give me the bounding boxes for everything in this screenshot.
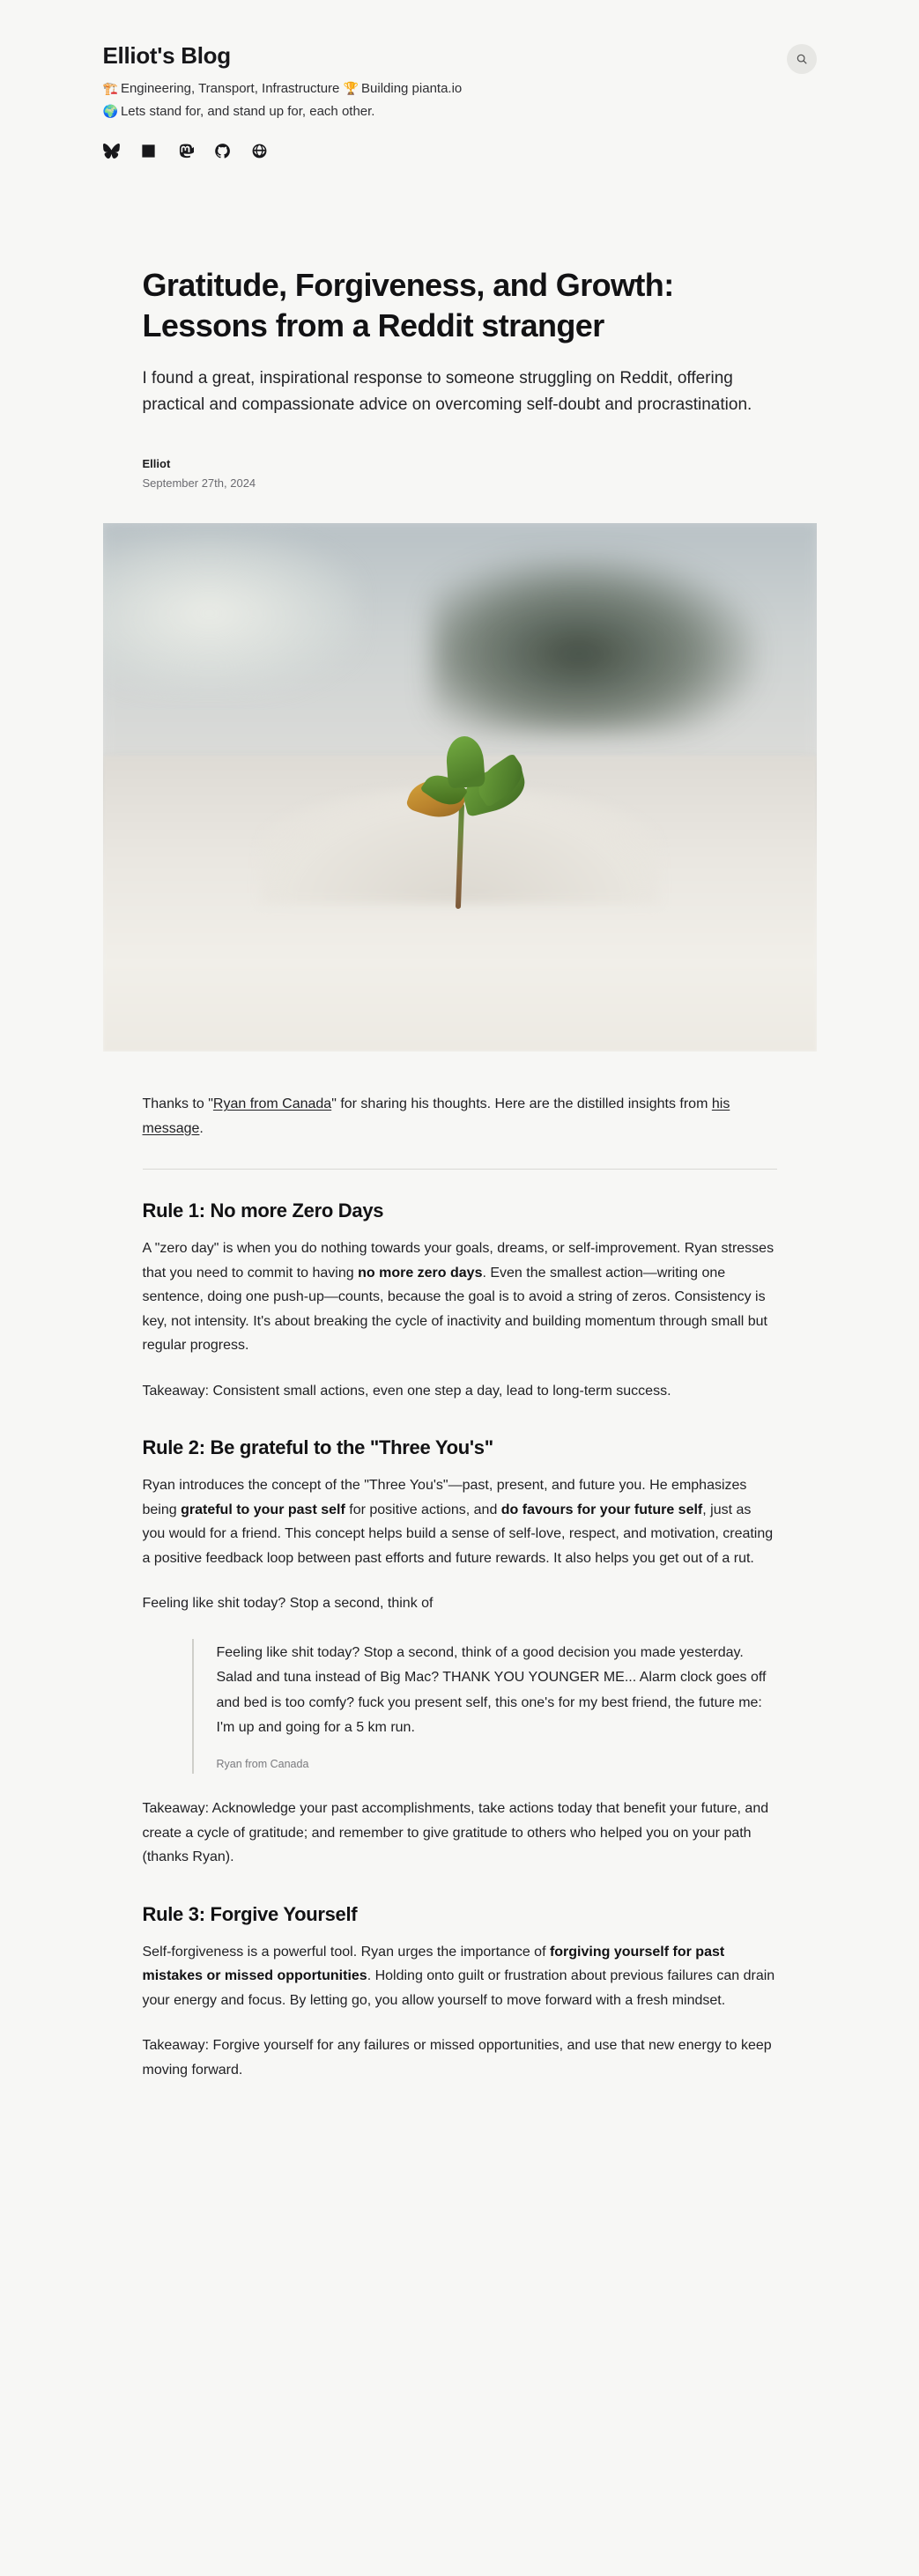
tagline-row-2 (103, 101, 463, 122)
social-links (103, 142, 463, 159)
heading-rule-2: Rule 2: Be grateful to the "Three You's" (142, 1436, 493, 1459)
post-subtitle: I found a great, inspirational response to someone struggling on Reddit, offering practical and compassionate advice on overcoming self-doubt and procrastination. (142, 369, 752, 415)
hero-image (103, 523, 817, 1052)
pull-quote-attribution: Ryan from Canada (216, 1757, 309, 1770)
globe-icon[interactable] (251, 142, 269, 159)
heading-rule-1: Rule 1: No more Zero Days (142, 1199, 384, 1222)
globe-emoji-icon: 🌍 (102, 104, 118, 118)
mastodon-icon[interactable] (177, 142, 195, 159)
rule-3-emphasis: forgiving yourself for past mistakes or missed opportunities (142, 1944, 725, 1984)
rule-2-text-c: , just as you would for a friend. This concept helps build a sense of self-love, respect, and motivation, creating a positive feedback loop between past efforts and future rewards. It also helps you get out of a rut. (142, 1502, 774, 1566)
intro-post: . (199, 1120, 204, 1136)
rule-3-takeaway: Takeaway: Forgive yourself for any failures or missed opportunities, and use that new energy to keep moving forward. (142, 2038, 772, 2078)
intro-paragraph (143, 1092, 777, 1140)
section-divider (143, 1169, 777, 1170)
hero-image-wrapper (103, 523, 817, 1052)
search-button[interactable] (787, 44, 817, 74)
intro-mid: " for sharing his thoughts. Here are the distilled insights from (331, 1096, 712, 1112)
post-date: September 27th, 2024 (142, 476, 256, 490)
trophy-emoji-icon: 🏆 (343, 81, 359, 95)
intro-pre: Thanks to " (142, 1096, 213, 1112)
tagline-row-1 (103, 78, 463, 100)
rule-2-takeaway: Takeaway: Acknowledge your past accomplishments, take actions today that benefit your future, and create a cycle of gratitude; and remember to give gratitude to others who helped you on your path (thanks Ryan). (142, 1801, 769, 1865)
tagline-text-1: Engineering, Transport, Infrastructure (120, 81, 340, 96)
rule-1-text-a: A "zero day" is when you do nothing towards your goals, dreams, or self-improvement. Ryan stresses that you need to commit to having (142, 1241, 774, 1281)
page-title: Gratitude, Forgiveness, and Growth: Lessons from a Reddit stranger (142, 267, 674, 344)
github-icon[interactable] (214, 142, 232, 159)
his-message-link[interactable]: his message (142, 1096, 730, 1136)
rule-2-text-a: Ryan introduces the concept of the "Three You's"—past, present, and future you. He emphasizes being (142, 1478, 747, 1517)
post-author: Elliot (142, 457, 171, 471)
tagline-text-2: Lets stand for, and stand up for, each other. (120, 104, 375, 119)
rule-3-text-b: . Holding onto guilt or frustration about previous failures can drain your energy and focus. By letting go, you allow yourself to move forward with a fresh mindset. (142, 1968, 775, 2008)
site-tagline (103, 78, 463, 122)
site-title[interactable]: Elliot's Blog (102, 42, 231, 69)
construction-emoji-icon: 🏗️ (102, 81, 118, 95)
heading-rule-3: Rule 3: Forgive Yourself (142, 1902, 358, 1925)
rule-2-emphasis-2: do favours for your future self (500, 1502, 703, 1517)
rule-2-emphasis-1: grateful to your past self (181, 1502, 345, 1517)
rule-1-takeaway: Takeaway: Consistent small actions, even one step a day, lead to long-term success. (142, 1383, 671, 1399)
seedling-illustration (359, 733, 561, 909)
linkedin-icon[interactable] (140, 142, 158, 159)
brand-block (103, 42, 463, 159)
article (103, 159, 817, 491)
site-header (0, 0, 919, 159)
rule-2-paragraph (143, 1473, 777, 1570)
bluesky-icon[interactable] (103, 142, 121, 159)
byline (143, 455, 777, 491)
pull-quote (192, 1639, 777, 1774)
rule-1-emphasis: no more zero days (358, 1265, 483, 1281)
pull-quote-text: Feeling like shit today? Stop a second, think of a good decision you made yesterday. Salad and tuna instead of Big Mac? THANK YOU YOUNGER ME... Alarm clock goes off and bed is too comfy? fuck you present self, this one's for my best friend, the future me: I'm up and going for a 5 km run. (216, 1644, 767, 1736)
rule-3-text-a: Self-forgiveness is a powerful tool. Ryan urges the importance of (142, 1944, 550, 1960)
rule-2-text-b: for positive actions, and (345, 1502, 501, 1517)
rule-3-paragraph (143, 1940, 777, 2013)
rule-1-paragraph (143, 1236, 777, 1358)
tagline-text-1b: Building pianta.io (361, 81, 463, 96)
article-body (143, 1052, 777, 2174)
ryan-from-canada-link[interactable]: Ryan from Canada (212, 1096, 332, 1112)
rule-1-text-b: . Even the smallest action—writing one sentence, doing one push-up—counts, because the goal is to avoid a string of zeros. Consistency is key, not intensity. It's about breaking the cycle of inactivity and building momentum through small but regular progress. (142, 1265, 767, 1354)
rule-2-lead-in: Feeling like shit today? Stop a second, think of (142, 1596, 434, 1612)
search-icon (796, 53, 808, 65)
